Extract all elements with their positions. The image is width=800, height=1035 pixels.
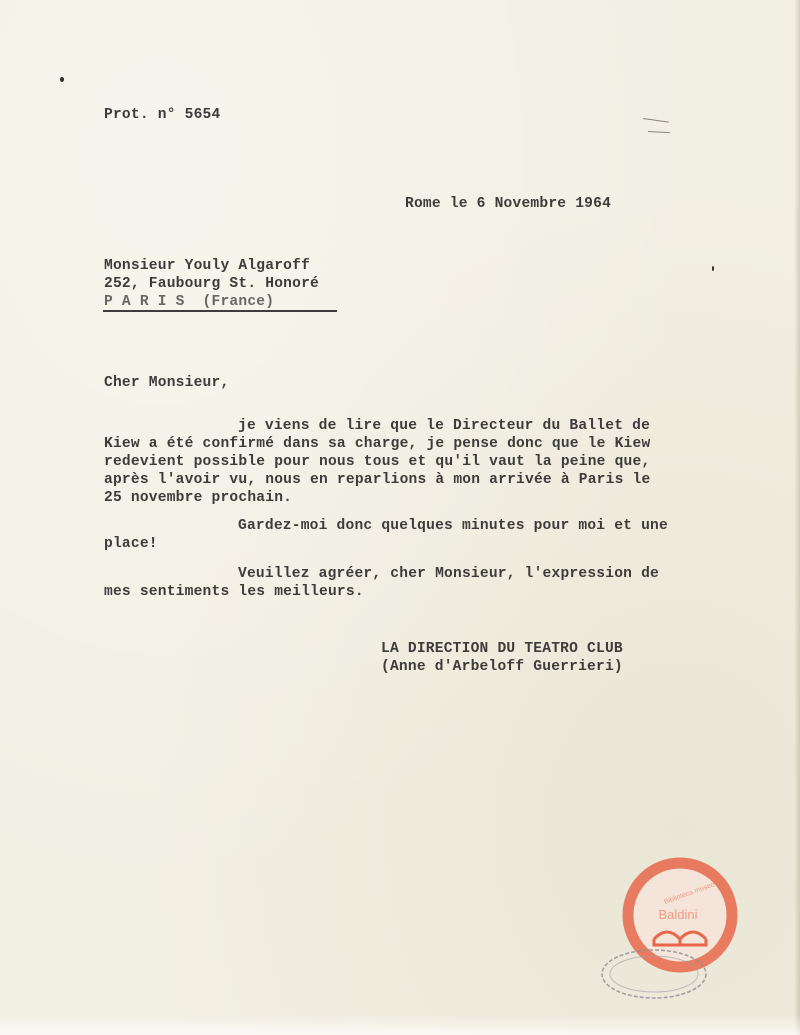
recipient-street: 252, Faubourg St. Honoré: [104, 276, 319, 292]
paragraph-line: place!: [104, 536, 158, 552]
paper-bottom-edge: [0, 1015, 800, 1035]
ink-speck: [60, 77, 64, 82]
paragraph-line: Kiew a été confirmé dans sa charge, je pense donc que le Kiew: [104, 436, 651, 452]
recipient-city: P A R I S (France): [104, 294, 275, 310]
recipient-name: Monsieur Youly Algaroff: [104, 258, 311, 274]
signature-name: (Anne d'Arbeloff Guerrieri): [381, 659, 623, 675]
archive-stamp: [598, 945, 710, 1003]
paragraph-line: Veuillez agréer, cher Monsieur, l'expression de: [238, 566, 660, 582]
paragraph-line: après l'avoir vu, nous en reparlions à mon arrivée à Paris le: [104, 472, 651, 488]
logo-small-text: Biblioteca museo: [663, 881, 716, 906]
paper-scratch: [648, 131, 670, 133]
paragraph-line: je viens de lire que le Directeur du Ballet de: [238, 418, 651, 434]
ink-speck: [712, 266, 714, 271]
salutation: Cher Monsieur,: [104, 375, 230, 391]
paragraph-line: 25 novembre prochain.: [104, 490, 293, 506]
protocol-number: Prot. n° 5654: [104, 107, 221, 123]
paper-scratch: [643, 118, 669, 123]
paragraph-line: mes sentiments les meilleurs.: [104, 584, 364, 600]
paper-edge-shadow: [794, 0, 800, 1035]
address-underline: [103, 310, 337, 312]
paragraph-line: Gardez-moi donc quelques minutes pour moi et une: [238, 518, 668, 534]
paragraph-line: redevient possible pour nous tous et qu'il vaut la peine que,: [104, 454, 651, 470]
letter-date: Rome le 6 Novembre 1964: [405, 196, 612, 212]
signature-organization: LA DIRECTION DU TEATRO CLUB: [381, 641, 623, 657]
logo-name: Baldini: [658, 907, 698, 922]
